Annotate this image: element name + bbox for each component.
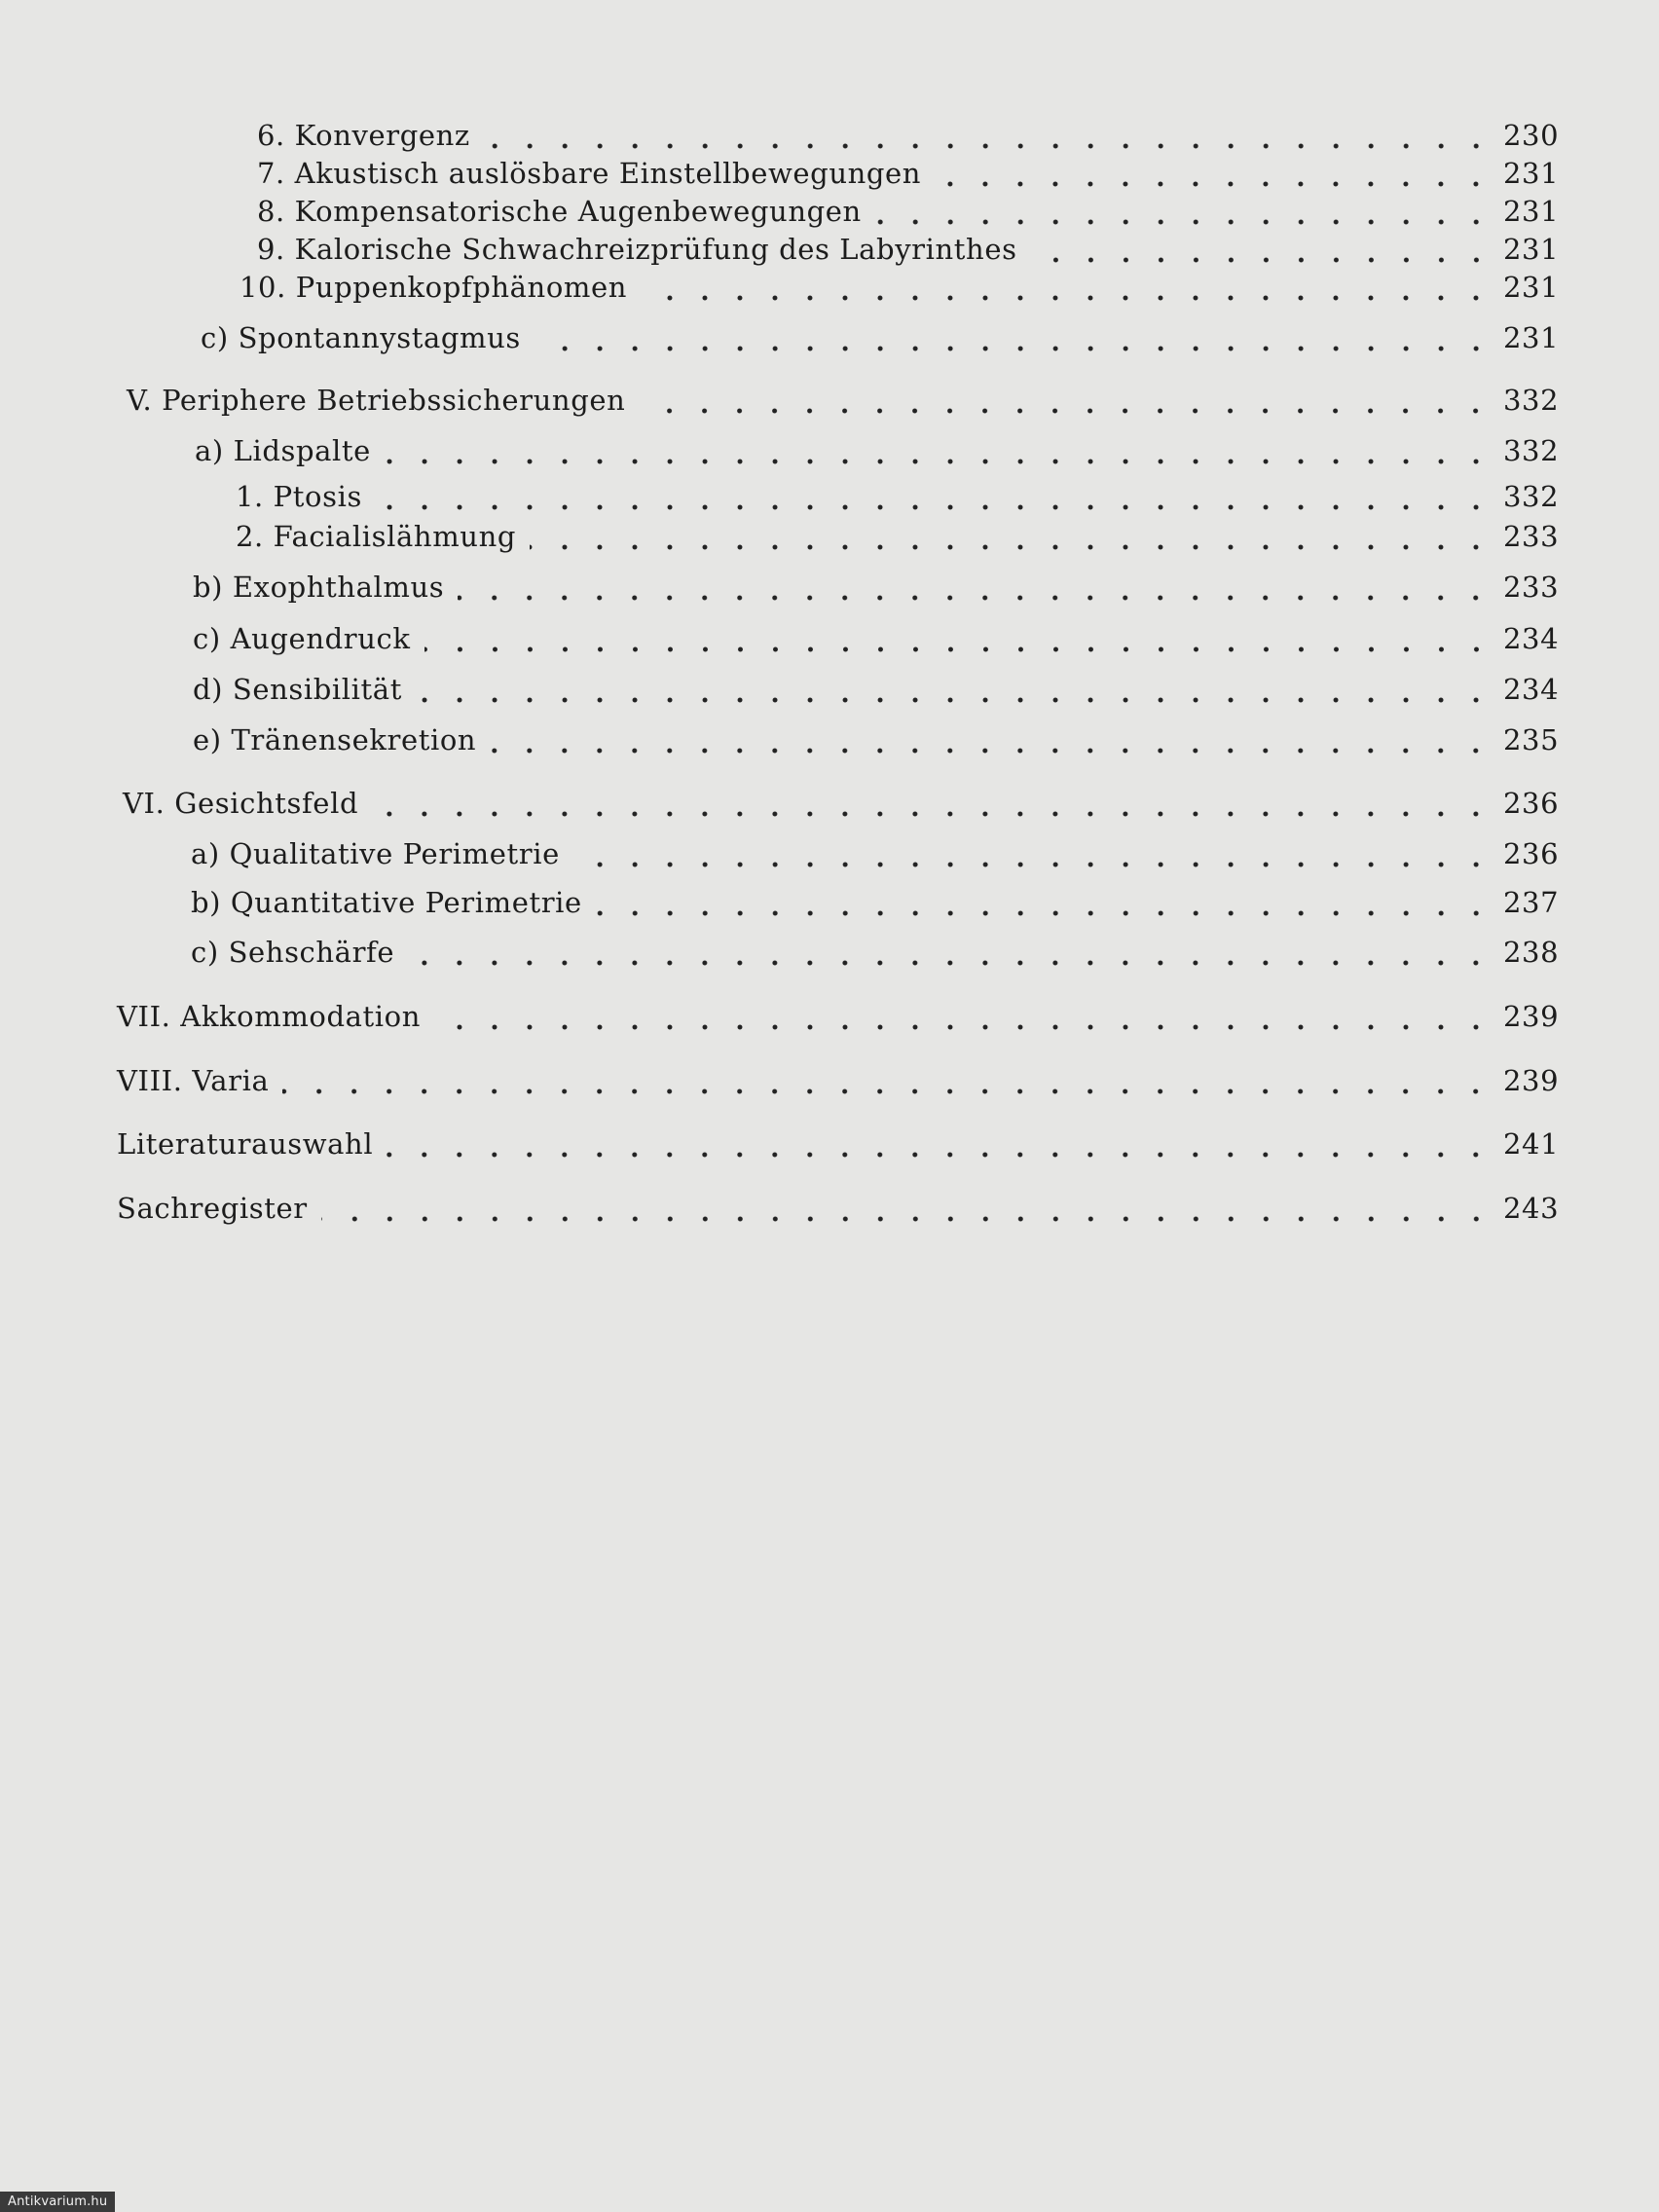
toc-entry-page: 236 <box>1503 787 1560 820</box>
toc-entry-label: c) Sehschärfe <box>191 936 395 969</box>
toc-entry-label: c) Augendruck <box>193 622 411 655</box>
dot-leader <box>372 811 1493 817</box>
toc-entry <box>236 520 1558 559</box>
toc-entry <box>195 434 1558 473</box>
toc-entry-label: VII. Akkommodation <box>117 1000 422 1033</box>
toc-entry-page: 233 <box>1503 520 1560 553</box>
toc-entry-label: VI. Gesichtsfeld <box>123 787 359 820</box>
toc-entry-page: 332 <box>1503 384 1560 417</box>
dot-leader <box>875 219 1493 225</box>
toc-entry-label: a) Qualitative Perimetrie <box>191 837 560 870</box>
toc-entry-page: 239 <box>1503 1064 1560 1097</box>
toc-entry-page: 332 <box>1503 480 1560 513</box>
toc-entry <box>117 1064 1558 1103</box>
toc-entry <box>123 787 1558 826</box>
toc-entry-page: 332 <box>1503 434 1560 467</box>
toc-entry-page: 234 <box>1503 673 1560 706</box>
toc-entry-page: 235 <box>1503 723 1560 756</box>
toc-entry <box>257 119 1558 158</box>
toc-entry-label: 9. Kalorische Schwachreizprüfung des Labyrinthes <box>257 233 1017 266</box>
toc-entry-page: 233 <box>1503 571 1560 604</box>
toc-entry-page: 231 <box>1503 321 1560 354</box>
dot-leader <box>458 595 1493 601</box>
toc-entry-label: 7. Akustisch auslösbare Einstellbewegungen <box>257 157 922 190</box>
dot-leader <box>376 504 1493 510</box>
dot-leader <box>282 1088 1493 1094</box>
toc-entry-label: b) Exophthalmus <box>193 571 445 604</box>
toc-entry-page: 231 <box>1503 157 1560 190</box>
dot-leader <box>535 346 1493 351</box>
dot-leader <box>385 459 1493 464</box>
toc-entry-label: Sachregister <box>117 1192 308 1225</box>
dot-leader <box>416 697 1493 703</box>
toc-entry-page: 238 <box>1503 936 1560 969</box>
toc-entry-label: 2. Facialislähmung <box>236 520 517 553</box>
toc-entry-page: 236 <box>1503 837 1560 870</box>
toc-entry <box>257 195 1558 234</box>
watermark-label: Antikvarium.hu <box>0 2192 115 2212</box>
toc-entry-page: 239 <box>1503 1000 1560 1033</box>
toc-entry-page: 234 <box>1503 622 1560 655</box>
toc-entry <box>117 1127 1558 1166</box>
toc-entry-label: c) Spontannystagmus <box>201 321 521 354</box>
toc-entry-label: VIII. Varia <box>117 1064 270 1097</box>
toc-entry <box>191 936 1558 975</box>
toc-entry <box>117 1192 1558 1231</box>
dot-leader <box>530 544 1493 550</box>
toc-entry-label: a) Lidspalte <box>195 434 371 467</box>
dot-leader <box>573 862 1493 867</box>
toc-entry <box>236 480 1558 519</box>
toc-entry-page: 231 <box>1503 195 1560 228</box>
toc-entry-page: 241 <box>1503 1127 1560 1161</box>
dot-leader <box>387 1152 1493 1158</box>
toc-entry-page: 231 <box>1503 233 1560 266</box>
toc-entry-label: 8. Kompensatorische Augenbewegungen <box>257 195 862 228</box>
dot-leader <box>434 1024 1493 1030</box>
toc-entry-page: 243 <box>1503 1192 1560 1225</box>
dot-leader <box>596 910 1493 916</box>
toc-entry <box>240 271 1558 310</box>
toc-entry-page: 237 <box>1503 886 1560 919</box>
toc-entry <box>201 321 1558 360</box>
toc-entry-label: d) Sensibilität <box>193 673 402 706</box>
toc-entry-label: 6. Konvergenz <box>257 119 470 152</box>
toc-entry-label: Literaturauswahl <box>117 1127 374 1161</box>
toc-entry-label: V. Periphere Betriebssicherungen <box>127 384 626 417</box>
dot-leader <box>321 1216 1493 1222</box>
dot-leader <box>408 960 1493 966</box>
dot-leader <box>641 295 1493 301</box>
dot-leader <box>484 143 1493 149</box>
dot-leader <box>935 181 1493 187</box>
toc-entry <box>193 723 1558 762</box>
toc-entry-label: b) Quantitative Perimetrie <box>191 886 582 919</box>
toc-entry <box>191 837 1558 876</box>
toc-entry-label: 10. Puppenkopfphänomen <box>240 271 628 304</box>
dot-leader <box>424 646 1493 652</box>
dot-leader <box>490 748 1493 754</box>
toc-entry <box>193 622 1558 661</box>
toc-entry-page: 230 <box>1503 119 1560 152</box>
toc-entry <box>193 673 1558 712</box>
toc-entry <box>117 1000 1558 1039</box>
toc-entry <box>191 886 1558 925</box>
toc-entry <box>257 233 1558 272</box>
toc-entry <box>127 384 1558 423</box>
dot-leader <box>1031 257 1493 263</box>
toc-entry <box>257 157 1558 196</box>
toc-entry-page: 231 <box>1503 271 1560 304</box>
toc-entry <box>193 571 1558 609</box>
toc-entry-label: 1. Ptosis <box>236 480 362 513</box>
dot-leader <box>639 408 1493 414</box>
toc-entry-label: e) Tränensekretion <box>193 723 477 756</box>
